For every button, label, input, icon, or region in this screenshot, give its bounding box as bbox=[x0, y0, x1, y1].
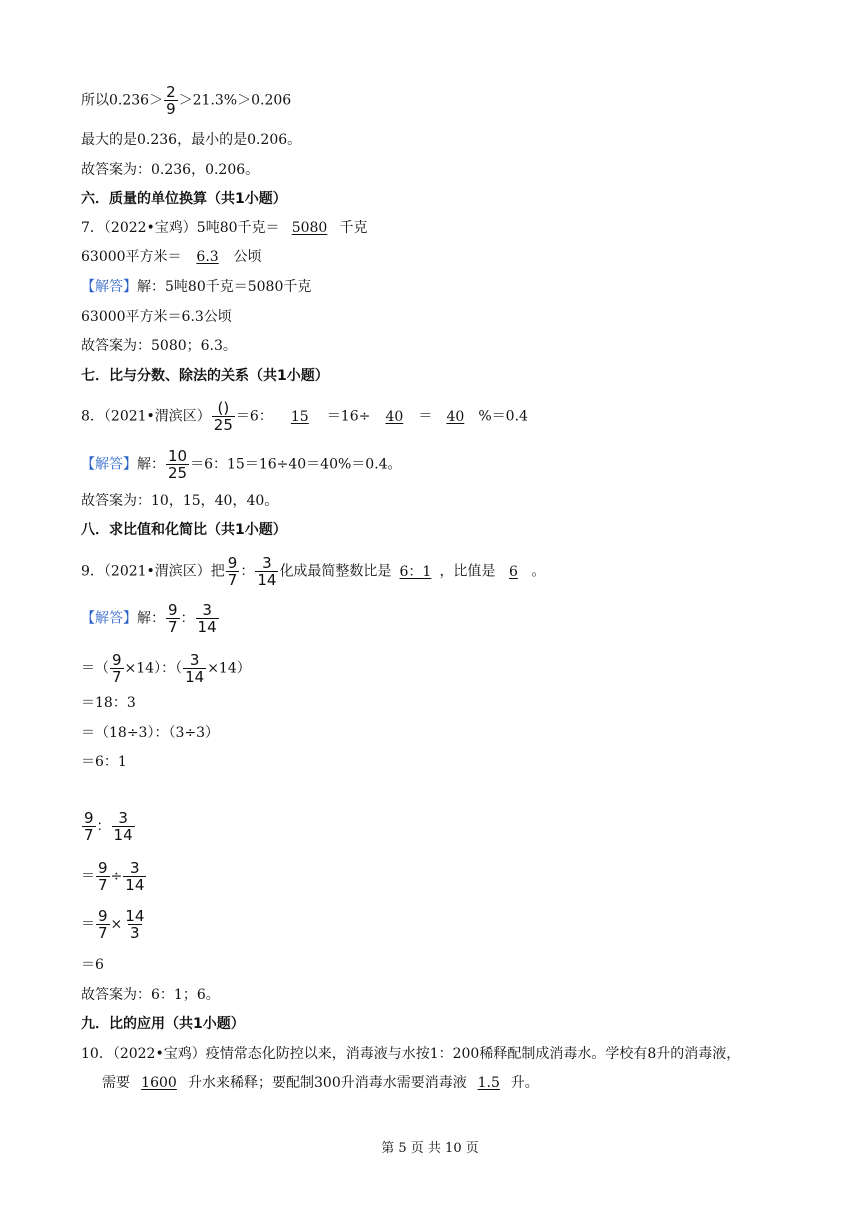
solution-tag: 【解答】 bbox=[81, 279, 137, 295]
fraction: $\frac{3}{14}$ bbox=[125, 859, 145, 894]
answer-blank: 40 bbox=[385, 408, 404, 425]
answer-line-result: 故答案为：0.236，0.206。 bbox=[81, 162, 260, 178]
solution-9-line-1: 【解答】解： $\frac{9}{7}$ ： $\frac{3}{14}$ bbox=[81, 601, 217, 636]
fraction: $\frac{9}{7}$ bbox=[98, 907, 108, 942]
solution-9-line-2: ＝（ $\frac{9}{7}$ ×14）：（ $\frac{3}{14}$ ×14） bbox=[81, 651, 251, 686]
fraction: $\frac{9}{7}$ bbox=[84, 809, 94, 844]
solution-9-line-6: $\frac{9}{7}$ ： $\frac{3}{14}$ bbox=[84, 809, 133, 844]
answer-blank: 5080 bbox=[291, 220, 328, 236]
fraction: $\frac{14}{3}$ bbox=[125, 907, 145, 942]
fraction: $\frac{3}{14}$ bbox=[257, 554, 277, 589]
answer-line-order bbox=[81, 84, 291, 117]
text: ＞21.3%＞0.206 bbox=[178, 92, 292, 109]
fraction: $\frac{3}{14}$ bbox=[113, 809, 133, 844]
fraction: $\frac{9}{7}$ bbox=[168, 601, 178, 636]
solution-7-line-1: 【解答】解：5吨80千克＝5080千克 bbox=[81, 279, 312, 295]
question-7-part-2: 63000平方米＝ 6.3 公顷 bbox=[81, 249, 262, 265]
question-7: 7．（2022•宝鸡）5吨80千克＝ 5080 千克 bbox=[81, 220, 368, 236]
answer-blank: 1600 bbox=[141, 1075, 177, 1091]
solution-7-answer: 故答案为：5080；6.3。 bbox=[81, 338, 237, 354]
fraction: $\frac{9}{7}$ bbox=[98, 859, 108, 894]
fraction: $\frac{3}{14}$ bbox=[197, 601, 217, 636]
solution-9-line-5: ＝6：1 bbox=[81, 754, 127, 770]
fraction: $\frac{3}{14}$ bbox=[185, 651, 205, 686]
solution-9-line-8: ＝ $\frac{9}{7}$ × $\frac{14}{3}$ bbox=[81, 907, 145, 942]
answer-blank: 1.5 bbox=[477, 1075, 500, 1091]
section-heading-7: 七．比与分数、除法的关系（共1小题） bbox=[81, 368, 329, 384]
solution-9-answer: 故答案为：6：1；6。 bbox=[81, 987, 220, 1003]
fraction: $\frac{9}{7}$ bbox=[227, 554, 238, 589]
section-heading-9: 九．比的应用（共1小题） bbox=[81, 1016, 245, 1032]
solution-9-line-3: ＝18：3 bbox=[81, 695, 136, 711]
question-8: 8．（2021•渭滨区） $\frac{()}{25}$ ＝6： 15 ＝16÷ 40 ＝ 40 %＝0.4 bbox=[81, 399, 528, 434]
fraction: $\frac{2}{9}$ bbox=[166, 83, 176, 118]
page-footer: 第 5 页 共 10 页 bbox=[381, 1141, 479, 1156]
solution-8: 【解答】解： $\frac{10}{25}$ ＝6：15＝16÷40＝40%＝0.4。 bbox=[81, 447, 402, 482]
solution-tag: 【解答】 bbox=[81, 456, 137, 473]
answer-blank: 6：1 bbox=[399, 563, 432, 580]
question-10-line-2: 需要 1600 升水来稀释；要配制300升消毒水需要消毒液 1.5 升。 bbox=[102, 1075, 539, 1091]
section-heading-6: 六．质量的单位换算（共1小题） bbox=[81, 191, 287, 207]
question-10-line-1: 10．（2022•宝鸡）疫情常态化防控以来，消毒液与水按1：200稀释配制成消毒水。学校有8升的消毒液， bbox=[81, 1046, 741, 1062]
solution-9-line-7: ＝ $\frac{9}{7}$ ÷ $\frac{3}{14}$ bbox=[81, 859, 145, 894]
answer-blank: 40 bbox=[446, 408, 465, 425]
section-heading-8: 八．求比值和化简比（共1小题） bbox=[81, 522, 287, 538]
solution-7-line-2: 63000平方米＝6.3公顷 bbox=[81, 309, 232, 325]
solution-tag: 【解答】 bbox=[81, 610, 137, 627]
fraction: $\frac{9}{7}$ bbox=[112, 651, 122, 686]
answer-line-max-min: 最大的是0.236，最小的是0.206。 bbox=[81, 132, 302, 148]
solution-8-answer: 故答案为：10，15，40，40。 bbox=[81, 493, 279, 509]
answer-blank: 6.3 bbox=[196, 249, 219, 265]
question-9: 9．（2021•渭滨区）把 $\frac{9}{7}$ ： $\frac{3}{14}$ 化成最简整数比是 6：1 ，比值是 6 。 bbox=[81, 554, 546, 589]
text: 所以0.236＞ bbox=[81, 92, 164, 109]
solution-9-line-9: ＝6 bbox=[81, 957, 104, 973]
solution-9-line-4: ＝（18÷3）：（3÷3） bbox=[81, 725, 219, 741]
answer-blank: 6 bbox=[508, 563, 518, 580]
answer-blank: 15 bbox=[290, 408, 309, 425]
fraction: $\frac{()}{25}$ bbox=[213, 399, 233, 434]
fraction: $\frac{10}{25}$ bbox=[168, 447, 188, 482]
